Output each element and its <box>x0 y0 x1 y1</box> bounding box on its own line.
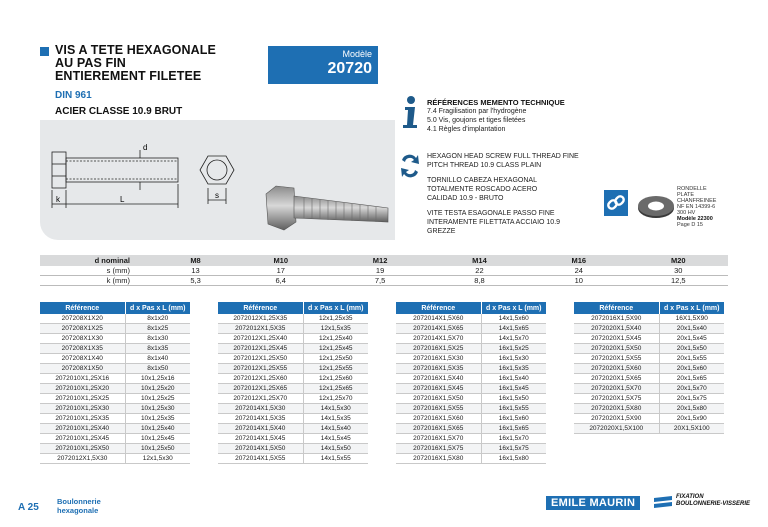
table-row <box>574 394 724 404</box>
ref-header-reference: Référence <box>574 302 659 314</box>
reference-code: 2072014X1,5X50 <box>218 444 303 454</box>
reference-code: 207208X1X25 <box>40 324 125 334</box>
reference-dimensions: 20x1,5x40 <box>659 324 724 334</box>
reference-dimensions: 20x1,5x70 <box>659 384 724 394</box>
product-title <box>40 44 290 83</box>
dimensions-cell: 6,4 <box>231 276 330 286</box>
washer-line-5: 300 HV <box>677 210 696 216</box>
washer-reference[interactable] <box>677 186 737 228</box>
table-row <box>574 404 724 414</box>
dimensions-cell: 5,3 <box>160 276 231 286</box>
washer-page: Page D 15 <box>677 222 703 228</box>
title-line-1: VIS A TETE HEXAGONALE <box>55 43 216 57</box>
reference-dimensions: 16x1,5x80 <box>481 454 546 464</box>
table-row <box>218 384 368 394</box>
reference-code: 2072010X1,25X16 <box>40 374 125 384</box>
reference-code: 2072016X1,5X30 <box>396 354 481 364</box>
translation-arrows-icon <box>398 152 422 180</box>
reference-dimensions: 8x1x25 <box>125 324 190 334</box>
reference-dimensions: 16x1,5x25 <box>481 344 546 354</box>
table-row <box>218 344 368 354</box>
reference-dimensions: 14x1,5x65 <box>481 324 546 334</box>
section-line-2: hexagonale <box>57 506 99 515</box>
table-row <box>574 364 724 374</box>
reference-code: 2072014X1,5X45 <box>218 434 303 444</box>
ref-header-dims: d x Pas x L (mm) <box>303 302 368 314</box>
dimensions-table <box>40 255 728 286</box>
reference-dimensions: 10x1,25x50 <box>125 444 190 454</box>
reference-code: 2072012X1,5X30 <box>40 454 125 464</box>
dimensions-row-k <box>40 276 728 286</box>
reference-code: 2072016X1,5X65 <box>396 424 481 434</box>
reference-dimensions: 20x1,5x80 <box>659 404 724 414</box>
table-row <box>574 314 724 324</box>
table-row <box>574 354 724 364</box>
model-badge <box>268 46 378 84</box>
reference-code: 2072020X1,5X70 <box>574 384 659 394</box>
translation-en-2: PITCH THREAD 10.9 CLASS PLAIN <box>427 162 542 169</box>
dimensions-cell: k (mm) <box>40 276 160 286</box>
reference-table-3 <box>396 302 546 464</box>
reference-dimensions: 12x1,25x70 <box>303 394 368 404</box>
section-line-1: Boulonnerie <box>57 497 101 506</box>
table-row <box>396 424 546 434</box>
reference-code: 2072012X1,25X70 <box>218 394 303 404</box>
dim-label-s: s <box>215 191 219 200</box>
table-row <box>40 394 190 404</box>
technical-drawing <box>40 128 250 210</box>
dimensions-header: M16 <box>529 255 628 266</box>
table-row <box>396 414 546 424</box>
memento-line-2: 5.0 Vis, goujons et tiges filetées <box>427 117 526 124</box>
reference-dimensions: 16X1,5X90 <box>659 314 724 324</box>
reference-dimensions: 10x1,25x25 <box>125 394 190 404</box>
table-row <box>40 444 190 454</box>
reference-code: 2072010X1,25X35 <box>40 414 125 424</box>
dimensions-cell: 8,8 <box>430 276 529 286</box>
dim-label-k: k <box>56 195 60 204</box>
link-chain-icon[interactable] <box>604 190 628 216</box>
reference-code: 2072012X1,25X60 <box>218 374 303 384</box>
reference-code: 2072010X1,25X30 <box>40 404 125 414</box>
reference-dimensions: 20X1,5X100 <box>659 424 724 434</box>
table-row <box>574 344 724 354</box>
table-row <box>40 364 190 374</box>
reference-code: 2072016X1,5X35 <box>396 364 481 374</box>
reference-code: 2072020X1,5X90 <box>574 414 659 424</box>
reference-dimensions: 14x1,5x40 <box>303 424 368 434</box>
reference-code: 2072010X1,25X20 <box>40 384 125 394</box>
table-row <box>396 314 546 324</box>
table-row <box>40 434 190 444</box>
table-row <box>40 374 190 384</box>
ref-header-dims: d x Pas x L (mm) <box>481 302 546 314</box>
table-row <box>396 374 546 384</box>
reference-dimensions: 10x1,25x20 <box>125 384 190 394</box>
dimensions-row-s <box>40 266 728 276</box>
brand-logo-text: EMILE MAURIN <box>546 496 640 510</box>
reference-dimensions: 16x1,5x50 <box>481 394 546 404</box>
reference-dimensions: 20x1,5x45 <box>659 334 724 344</box>
reference-code: 2072016X1,5X45 <box>396 384 481 394</box>
reference-code: 2072012X1,25X65 <box>218 384 303 394</box>
reference-dimensions: 12x1,25x35 <box>303 314 368 324</box>
table-row <box>218 394 368 404</box>
reference-dimensions: 14x1,5x35 <box>303 414 368 424</box>
table-row <box>396 384 546 394</box>
page-number: A 25 <box>18 502 39 513</box>
dim-label-l: L <box>120 195 125 204</box>
reference-code: 2072016X1,5X60 <box>396 414 481 424</box>
table-row <box>40 424 190 434</box>
table-row <box>218 434 368 444</box>
reference-dimensions: 10x1,25x40 <box>125 424 190 434</box>
table-row <box>218 334 368 344</box>
reference-dimensions: 10x1,25x45 <box>125 434 190 444</box>
reference-dimensions: 16x1,5x35 <box>481 364 546 374</box>
table-row <box>574 424 724 434</box>
reference-code: 2072012X1,25X35 <box>218 314 303 324</box>
reference-code: 2072014X1,5X35 <box>218 414 303 424</box>
reference-dimensions: 20x1,5x75 <box>659 394 724 404</box>
info-icon <box>400 95 420 129</box>
memento-references <box>427 98 647 134</box>
table-row <box>218 374 368 384</box>
ref-header-reference: Référence <box>40 302 125 314</box>
reference-dimensions: 8x1x30 <box>125 334 190 344</box>
table-row <box>574 384 724 394</box>
reference-dimensions: 16x1,5x55 <box>481 404 546 414</box>
reference-code: 2072016X1,5X40 <box>396 374 481 384</box>
table-row <box>40 324 190 334</box>
table-row <box>396 334 546 344</box>
brand-tagline <box>676 494 750 508</box>
reference-code: 207208X1X40 <box>40 354 125 364</box>
title-line-2: AU PAS FIN <box>55 56 126 70</box>
reference-dimensions: 16x1,5x65 <box>481 424 546 434</box>
reference-dimensions: 12x1,5x30 <box>125 454 190 464</box>
reference-code: 2072012X1,25X40 <box>218 334 303 344</box>
table-row <box>218 414 368 424</box>
table-row <box>396 364 546 374</box>
translation-it-3: GREZZE <box>427 228 456 235</box>
dimensions-header-row <box>40 255 728 266</box>
reference-code: 207208X1X30 <box>40 334 125 344</box>
reference-dimensions: 20x1,5x50 <box>659 344 724 354</box>
washer-model: Modèle 22300 <box>677 216 713 222</box>
reference-table-2 <box>218 302 368 464</box>
reference-dimensions: 16x1,5x45 <box>481 384 546 394</box>
table-row <box>40 314 190 324</box>
reference-dimensions: 16x1,5x70 <box>481 434 546 444</box>
dimensions-cell: 24 <box>529 266 628 276</box>
table-row <box>218 404 368 414</box>
table-row <box>40 404 190 414</box>
reference-dimensions: 20x1,5x60 <box>659 364 724 374</box>
translation-es-2: TOTALMENTE ROSCADO ACERO <box>427 186 538 193</box>
reference-dimensions: 12x1,25x60 <box>303 374 368 384</box>
dimensions-header: M12 <box>330 255 429 266</box>
table-row <box>574 414 724 424</box>
table-row <box>218 324 368 334</box>
table-row <box>40 454 190 464</box>
reference-dimensions: 16x1,5x40 <box>481 374 546 384</box>
reference-dimensions: 20x1,5x55 <box>659 354 724 364</box>
table-row <box>218 424 368 434</box>
reference-code: 2072014X1,5X55 <box>218 454 303 464</box>
dimensions-cell: 19 <box>330 266 429 276</box>
reference-dimensions: 8x1x35 <box>125 344 190 354</box>
reference-code: 2072012X1,25X55 <box>218 364 303 374</box>
table-row <box>396 444 546 454</box>
washer-line-3: CHANFREINEE <box>677 198 717 204</box>
reference-dimensions: 20x1,5x90 <box>659 414 724 424</box>
reference-code: 2072016X1,5X50 <box>396 394 481 404</box>
reference-dimensions: 8x1x40 <box>125 354 190 364</box>
table-row <box>218 364 368 374</box>
title-line-3: ENTIEREMENT FILETEE <box>55 69 202 83</box>
table-row <box>40 384 190 394</box>
bolt-photo <box>262 182 392 234</box>
dimensions-cell: 30 <box>629 266 729 276</box>
reference-dimensions: 14x1,5x55 <box>303 454 368 464</box>
reference-code: 2072014X1,5X30 <box>218 404 303 414</box>
reference-code: 2072014X1,5X60 <box>396 314 481 324</box>
dimensions-cell: 12,5 <box>629 276 729 286</box>
reference-code: 2072020X1,5X75 <box>574 394 659 404</box>
reference-dimensions: 14x1,5x45 <box>303 434 368 444</box>
reference-code: 2072016X1,5X75 <box>396 444 481 454</box>
brand-mark-icon <box>654 496 672 510</box>
dimensions-cell: 22 <box>430 266 529 276</box>
memento-line-1: 7.4 Fragilisation par l'hydrogène <box>427 108 527 115</box>
table-row <box>396 434 546 444</box>
reference-code: 2072020X1,5X45 <box>574 334 659 344</box>
reference-code: 2072020X1,5X50 <box>574 344 659 354</box>
reference-dimensions: 12x1,25x65 <box>303 384 368 394</box>
reference-dimensions: 14x1,5x50 <box>303 444 368 454</box>
translation-en-1: HEXAGON HEAD SCREW FULL THREAD FINE <box>427 153 579 160</box>
reference-code: 2072010X1,25X45 <box>40 434 125 444</box>
table-row <box>218 454 368 464</box>
reference-code: 2072014X1,5X70 <box>396 334 481 344</box>
memento-title: RÉFÉRENCES MEMENTO TECHNIQUE <box>427 98 565 107</box>
table-row <box>396 404 546 414</box>
reference-code: 2072016X1,5X55 <box>396 404 481 414</box>
reference-code: 2072012X1,25X50 <box>218 354 303 364</box>
reference-code: 207208X1X50 <box>40 364 125 374</box>
standard-label: DIN 961 <box>55 90 92 101</box>
reference-code: 2072020X1,5X40 <box>574 324 659 334</box>
reference-dimensions: 14x1,5x60 <box>481 314 546 324</box>
reference-code: 2072020X1,5X60 <box>574 364 659 374</box>
reference-dimensions: 12x1,25x45 <box>303 344 368 354</box>
dimensions-cell: 10 <box>529 276 628 286</box>
washer-photo <box>636 194 676 220</box>
reference-code: 2072014X1,5X65 <box>396 324 481 334</box>
translation-es-1: TORNILLO CABEZA HEXAGONAL <box>427 177 537 184</box>
reference-dimensions: 12x1,25x50 <box>303 354 368 364</box>
brand-tag-line-1: FIXATION <box>676 494 704 500</box>
translation-it-2: INTERAMENTE FILETTATA ACCIAIO 10.9 <box>427 219 561 226</box>
reference-code: 2072012X1,25X45 <box>218 344 303 354</box>
table-row <box>574 324 724 334</box>
title-bullet-icon <box>40 47 49 56</box>
dimensions-header: M8 <box>160 255 231 266</box>
table-row <box>396 454 546 464</box>
reference-dimensions: 12x1,25x55 <box>303 364 368 374</box>
reference-code: 2072014X1,5X40 <box>218 424 303 434</box>
table-row <box>40 354 190 364</box>
table-row <box>40 414 190 424</box>
table-row <box>40 334 190 344</box>
washer-line-4: NF EN 14399-6 <box>677 204 716 210</box>
reference-code: 2072016X1,5X70 <box>396 434 481 444</box>
table-row <box>396 354 546 364</box>
reference-code: 207208X1X20 <box>40 314 125 324</box>
model-label: Modèle <box>342 49 372 59</box>
dimensions-header: M10 <box>231 255 330 266</box>
ref-header-dims: d x Pas x L (mm) <box>125 302 190 314</box>
table-row <box>396 344 546 354</box>
reference-dimensions: 10x1,25x35 <box>125 414 190 424</box>
reference-code: 2072020X1,5X65 <box>574 374 659 384</box>
dimensions-cell: 7,5 <box>330 276 429 286</box>
reference-code: 2072020X1,5X80 <box>574 404 659 414</box>
dimensions-header: M14 <box>430 255 529 266</box>
dim-label-d: d <box>143 143 148 152</box>
reference-code: 2072016X1,5X90 <box>574 314 659 324</box>
section-name <box>57 497 101 515</box>
table-row <box>396 324 546 334</box>
reference-dimensions: 14x1,5x70 <box>481 334 546 344</box>
table-row <box>40 344 190 354</box>
reference-code: 2072016X1,5X25 <box>396 344 481 354</box>
table-row <box>574 334 724 344</box>
reference-code: 207208X1X35 <box>40 344 125 354</box>
reference-dimensions: 16x1,5x60 <box>481 414 546 424</box>
reference-dimensions: 12x1,25x40 <box>303 334 368 344</box>
reference-code: 2072020X1,5X100 <box>574 424 659 434</box>
reference-code: 2072016X1,5X80 <box>396 454 481 464</box>
reference-table-1 <box>40 302 190 464</box>
ref-header-reference: Référence <box>218 302 303 314</box>
reference-dimensions: 8x1x50 <box>125 364 190 374</box>
dimensions-cell: 17 <box>231 266 330 276</box>
washer-line-1: RONDELLE <box>677 186 707 192</box>
ref-header-reference: Référence <box>396 302 481 314</box>
table-row <box>218 314 368 324</box>
translation-es-3: CALIDAD 10.9 - BRUTO <box>427 195 504 202</box>
dimensions-header: M20 <box>629 255 729 266</box>
table-row <box>396 394 546 404</box>
reference-code: 2072010X1,25X25 <box>40 394 125 404</box>
reference-dimensions: 10x1,25x30 <box>125 404 190 414</box>
reference-code: 2072010X1,25X50 <box>40 444 125 454</box>
reference-code: 2072010X1,25X40 <box>40 424 125 434</box>
memento-line-3: 4.1 Règles d'implantation <box>427 126 506 133</box>
reference-dimensions: 10x1,25x16 <box>125 374 190 384</box>
ref-header-dims: d x Pas x L (mm) <box>659 302 724 314</box>
reference-table-4 <box>574 302 724 434</box>
table-row <box>218 444 368 454</box>
model-number: 20720 <box>327 60 372 77</box>
reference-dimensions: 12x1,5x35 <box>303 324 368 334</box>
reference-dimensions: 16x1,5x75 <box>481 444 546 454</box>
reference-dimensions: 8x1x20 <box>125 314 190 324</box>
dimensions-cell: s (mm) <box>40 266 160 276</box>
material-label: ACIER CLASSE 10.9 BRUT <box>55 106 183 117</box>
reference-dimensions: 20x1,5x65 <box>659 374 724 384</box>
reference-dimensions: 16x1,5x30 <box>481 354 546 364</box>
brand-tag-line-2: BOULONNERIE-VISSERIE <box>676 501 751 507</box>
reference-code: 2072012X1,5X35 <box>218 324 303 334</box>
reference-dimensions: 14x1,5x30 <box>303 404 368 414</box>
reference-code: 2072020X1,5X55 <box>574 354 659 364</box>
translation-it-1: VITE TESTA ESAGONALE PASSO FINE <box>427 210 555 217</box>
dimensions-cell: 13 <box>160 266 231 276</box>
dimensions-header: d nominal <box>40 255 160 266</box>
washer-line-2: PLATE <box>677 192 695 198</box>
table-row <box>218 354 368 364</box>
table-row <box>574 374 724 384</box>
